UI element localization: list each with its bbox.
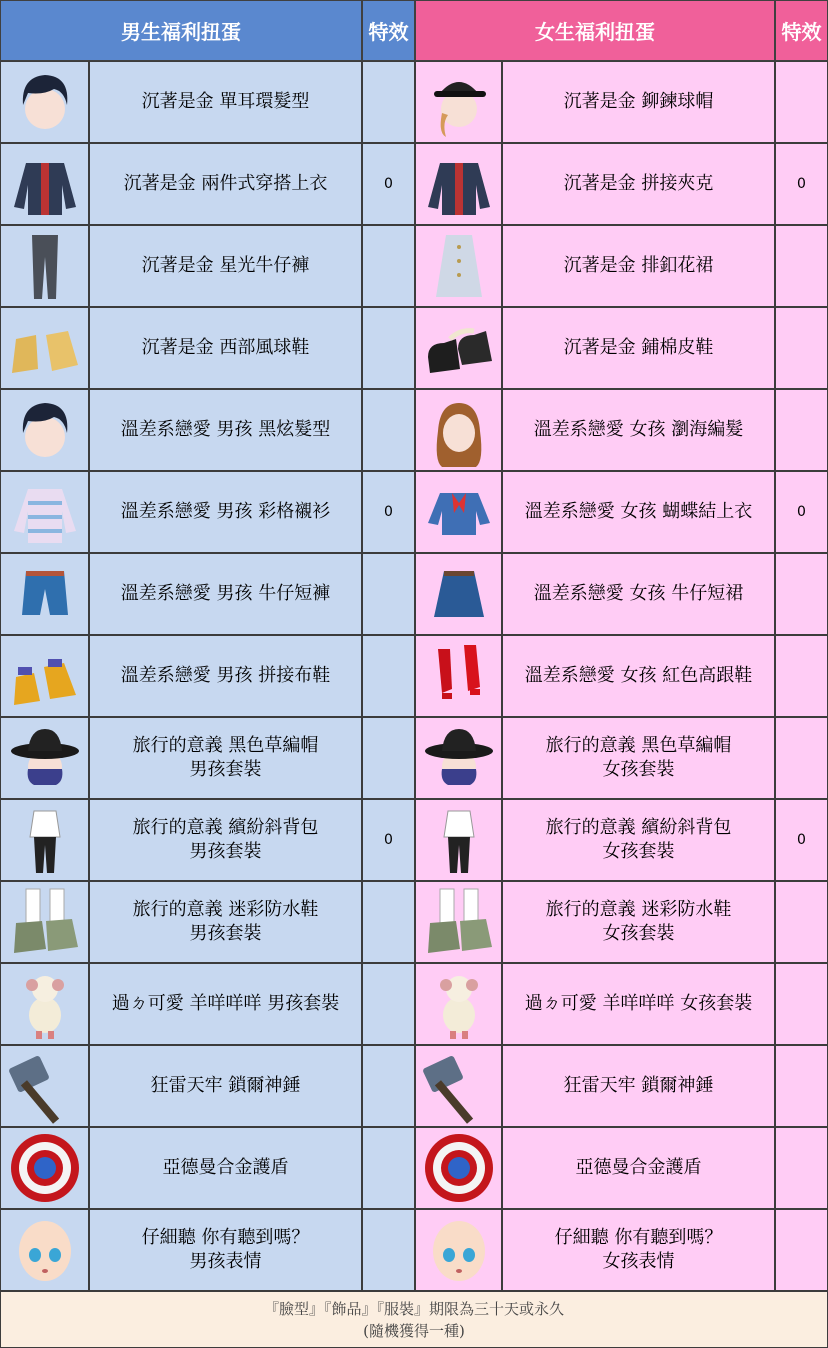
footer-line-1: 『臉型』『飾品』『服裝』期限為三十天或永久 (263, 1299, 564, 1318)
item-name-line: 男孩套裝 (189, 759, 262, 780)
male-gacha-title: 男生福利扭蛋 (0, 0, 362, 61)
male-item-image (0, 1045, 89, 1127)
male-item-image (0, 307, 89, 389)
male-item-name (89, 553, 362, 635)
male-effect-value (362, 389, 415, 471)
shorts-icon (6, 555, 84, 633)
male-item-image (0, 799, 89, 881)
male-item-name (89, 881, 362, 963)
male-item-name (89, 143, 362, 225)
male-item-image (0, 143, 89, 225)
face-icon (420, 1211, 498, 1289)
male-effect-value (362, 1045, 415, 1127)
male-item-image (0, 553, 89, 635)
male-effect-value (362, 881, 415, 963)
item-name-line: 仔細聽 你有聽到嗎？ (141, 1227, 310, 1248)
male-item-name (89, 61, 362, 143)
item-name-line: 溫差系戀愛 男孩 黑炫髮型 (120, 419, 331, 440)
female-effect-value (775, 553, 828, 635)
hair-icon (6, 391, 84, 469)
male-item-name (89, 1045, 362, 1127)
male-item-image (0, 61, 89, 143)
female-item-name (502, 225, 775, 307)
item-name-line: 沉著是金 拼接夾克 (563, 173, 714, 194)
female-item-image (415, 225, 502, 307)
item-name-line: 沉著是金 兩件式穿搭上衣 (123, 173, 328, 194)
female-item-image (415, 143, 502, 225)
skirt-icon (420, 227, 498, 305)
female-item-image (415, 1209, 502, 1291)
item-name-line: 溫差系戀愛 女孩 紅色高跟鞋 (524, 665, 753, 686)
jacket-icon (420, 145, 498, 223)
male-effect-value (362, 1127, 415, 1209)
item-name-line: 過ㄉ可愛 羊咩咩咩 男孩套裝 (111, 993, 340, 1014)
male-effect-value: 0 (362, 471, 415, 553)
item-name-line: 溫差系戀愛 男孩 彩格襯衫 (120, 501, 331, 522)
item-name-line: 狂雷天牢 鎖爾神錘 (150, 1075, 301, 1096)
female-item-image (415, 553, 502, 635)
male-effect-value (362, 963, 415, 1045)
male-item-name (89, 1209, 362, 1291)
item-name-line: 男孩套裝 (189, 841, 262, 862)
straw-hat-icon (6, 719, 84, 797)
female-item-name (502, 881, 775, 963)
female-effect-value (775, 1045, 828, 1127)
male-item-name (89, 471, 362, 553)
male-item-image (0, 881, 89, 963)
outfit-icon (6, 801, 84, 879)
female-effect-value (775, 61, 828, 143)
male-item-name (89, 717, 362, 799)
female-item-name (502, 1209, 775, 1291)
heels-icon (420, 637, 498, 715)
female-item-name (502, 1127, 775, 1209)
item-name-line: 溫差系戀愛 女孩 牛仔短裙 (533, 583, 744, 604)
hammer-icon (6, 1047, 84, 1125)
female-item-name (502, 1045, 775, 1127)
item-name-line: 男孩表情 (189, 1251, 262, 1272)
item-name-line: 溫差系戀愛 女孩 蝴蝶結上衣 (524, 501, 753, 522)
female-item-image (415, 1127, 502, 1209)
male-effect-value (362, 717, 415, 799)
jacket-icon (6, 145, 84, 223)
female-item-image (415, 1045, 502, 1127)
jeans-icon (6, 227, 84, 305)
male-item-name (89, 389, 362, 471)
female-item-image (415, 61, 502, 143)
blouse-icon (420, 473, 498, 551)
item-name-line: 女孩表情 (602, 1251, 675, 1272)
female-item-image (415, 389, 502, 471)
male-item-name (89, 307, 362, 389)
male-effect-value: 0 (362, 143, 415, 225)
shirt-icon (6, 473, 84, 551)
male-item-image (0, 471, 89, 553)
camo-shoes-icon (6, 883, 84, 961)
sneakers-icon (6, 637, 84, 715)
male-effect-value (362, 635, 415, 717)
male-effect-value (362, 61, 415, 143)
male-effect-value: 0 (362, 799, 415, 881)
male-item-name (89, 799, 362, 881)
female-effect-value (775, 1127, 828, 1209)
item-name-line: 女孩套裝 (602, 923, 675, 944)
denim-skirt-icon (420, 555, 498, 633)
cap-icon (420, 63, 498, 141)
female-effect-value (775, 635, 828, 717)
item-name-line: 旅行的意義 繽紛斜背包 (545, 817, 732, 838)
shield-icon (420, 1129, 498, 1207)
female-item-image (415, 963, 502, 1045)
male-item-name (89, 635, 362, 717)
female-item-name (502, 717, 775, 799)
item-name-line: 沉著是金 排釦花裙 (563, 255, 714, 276)
female-item-image (415, 307, 502, 389)
female-item-name (502, 635, 775, 717)
male-item-image (0, 717, 89, 799)
item-name-line: 亞德曼合金護盾 (162, 1157, 289, 1178)
female-item-image (415, 881, 502, 963)
male-item-name (89, 225, 362, 307)
long-hair-icon (420, 391, 498, 469)
male-item-image (0, 963, 89, 1045)
male-item-image (0, 635, 89, 717)
male-item-image (0, 1127, 89, 1209)
item-name-line: 沉著是金 單耳環髮型 (141, 91, 310, 112)
item-name-line: 男孩套裝 (189, 923, 262, 944)
female-effect-value: 0 (775, 143, 828, 225)
male-item-image (0, 225, 89, 307)
item-name-line: 沉著是金 西部風球鞋 (141, 337, 310, 358)
male-effect-header: 特效 (362, 0, 415, 61)
female-item-name (502, 963, 775, 1045)
female-effect-header: 特效 (775, 0, 828, 61)
hammer-icon (420, 1047, 498, 1125)
female-effect-value (775, 881, 828, 963)
female-effect-value: 0 (775, 799, 828, 881)
female-item-image (415, 471, 502, 553)
male-item-name (89, 1127, 362, 1209)
item-name-line: 女孩套裝 (602, 759, 675, 780)
item-name-line: 旅行的意義 迷彩防水鞋 (132, 899, 319, 920)
boots-icon (6, 309, 84, 387)
item-name-line: 沉著是金 鉚鍊球帽 (563, 91, 714, 112)
female-effect-value (775, 389, 828, 471)
item-name-line: 溫差系戀愛 男孩 牛仔短褲 (120, 583, 331, 604)
item-name-line: 女孩套裝 (602, 841, 675, 862)
straw-hat-icon (420, 719, 498, 797)
outfit-icon (420, 801, 498, 879)
item-name-line: 旅行的意義 迷彩防水鞋 (545, 899, 732, 920)
female-effect-value (775, 307, 828, 389)
female-effect-value (775, 225, 828, 307)
item-name-line: 亞德曼合金護盾 (575, 1157, 702, 1178)
female-item-image (415, 635, 502, 717)
item-name-line: 仔細聽 你有聽到嗎？ (554, 1227, 723, 1248)
female-gacha-title: 女生福利扭蛋 (415, 0, 775, 61)
female-item-name (502, 307, 775, 389)
item-name-line: 狂雷天牢 鎖爾神錘 (563, 1075, 714, 1096)
item-name-line: 溫差系戀愛 男孩 拼接布鞋 (120, 665, 331, 686)
female-effect-value (775, 717, 828, 799)
item-name-line: 沉著是金 鋪棉皮鞋 (563, 337, 714, 358)
shield-icon (6, 1129, 84, 1207)
item-name-line: 沉著是金 星光牛仔褲 (141, 255, 310, 276)
sheep-icon (420, 965, 498, 1043)
item-name-line: 旅行的意義 黑色草編帽 (545, 735, 732, 756)
female-item-name (502, 389, 775, 471)
item-name-line: 旅行的意義 繽紛斜背包 (132, 817, 319, 838)
female-effect-value: 0 (775, 471, 828, 553)
female-item-name (502, 553, 775, 635)
female-item-image (415, 799, 502, 881)
camo-shoes-icon (420, 883, 498, 961)
footer-line-2: (隨機獲得一種) (363, 1321, 465, 1340)
female-item-name (502, 471, 775, 553)
male-item-image (0, 1209, 89, 1291)
female-effect-value (775, 1209, 828, 1291)
male-effect-value (362, 307, 415, 389)
sheep-icon (6, 965, 84, 1043)
female-item-image (415, 717, 502, 799)
hair-icon (6, 63, 84, 141)
footer-note (0, 1291, 828, 1348)
loafers-icon (420, 309, 498, 387)
item-name-line: 溫差系戀愛 女孩 瀏海編髮 (533, 419, 744, 440)
female-item-name (502, 143, 775, 225)
item-name-line: 旅行的意義 黑色草編帽 (132, 735, 319, 756)
face-icon (6, 1211, 84, 1289)
female-effect-value (775, 963, 828, 1045)
female-item-name (502, 799, 775, 881)
male-effect-value (362, 225, 415, 307)
male-item-name (89, 963, 362, 1045)
male-effect-value (362, 553, 415, 635)
male-effect-value (362, 1209, 415, 1291)
item-name-line: 過ㄉ可愛 羊咩咩咩 女孩套裝 (524, 993, 753, 1014)
female-item-name (502, 61, 775, 143)
male-item-image (0, 389, 89, 471)
